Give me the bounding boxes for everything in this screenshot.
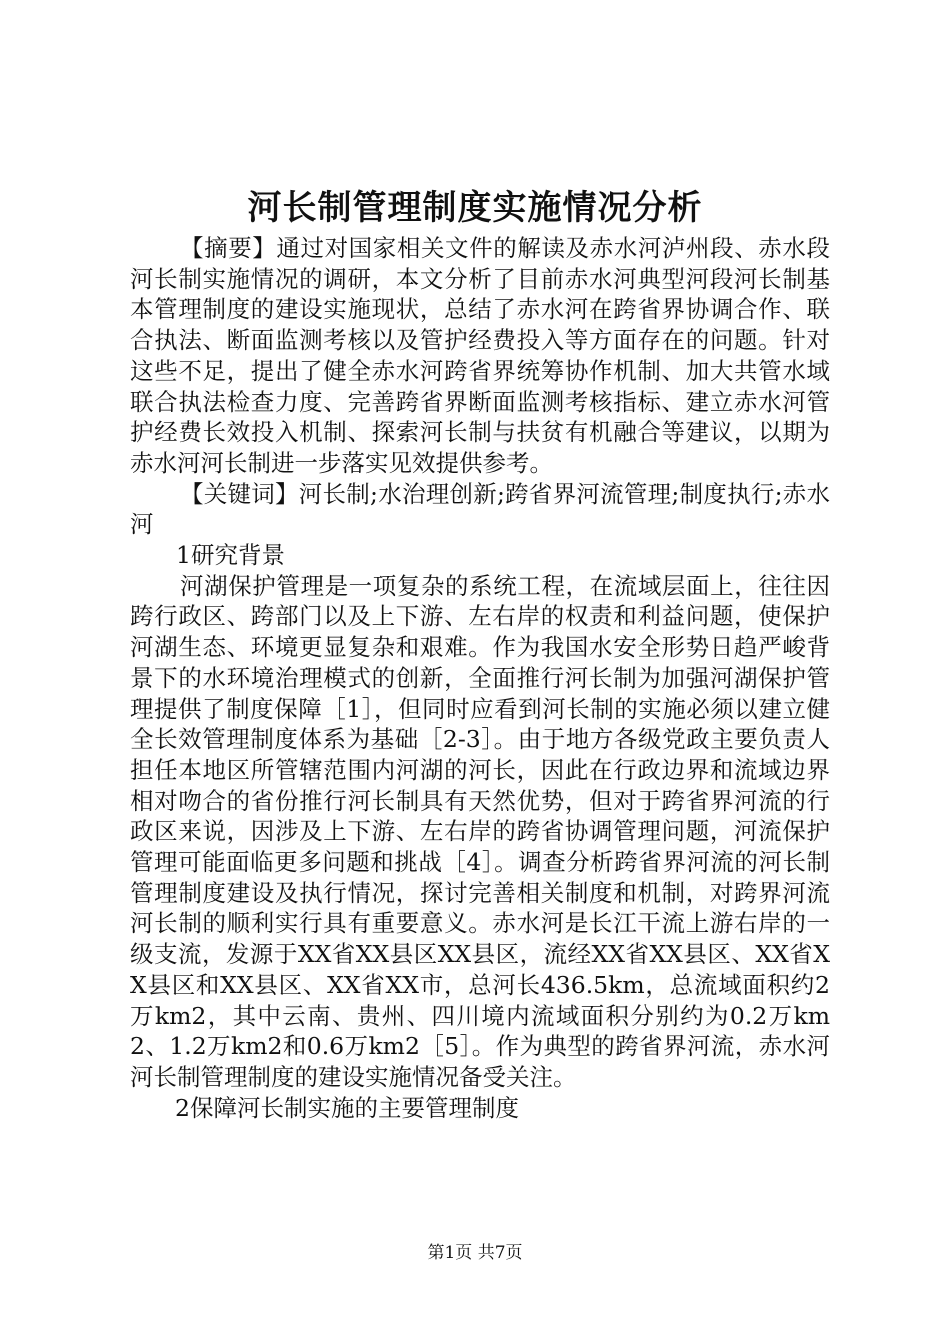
- section-heading-1: 1研究背景: [176, 541, 285, 570]
- section-1-paragraph: 河湖保护管理是一项复杂的系统工程，在流域层面上，往往因跨行政区、跨部门以及上下游、左右岸的权责和利益问题，使保护河湖生态、环境更显复杂和艰难。作为我国水安全形势日趋严峻背景下的水环境治理模式的创新，全面推行河长制为加强河湖保护管理提供了制度保障［1］，但同时应看到河长制的实施必须以建立健全长效管理制度体系为基础［2-3］。由于地方各级党政主要负责人担任本地区所管辖范围内河湖的河长，因此在行政边界和流域边界相对吻合的省份推行河长制具有天然优势，但对于跨省界河流的行政区来说，因涉及上下游、左右岸的跨省协调管理问题，河流保护管理可能面临更多问题和挑战［4］。调查分析跨省界河流的河长制管理制度建设及执行情况，探讨完善相关制度和机制，对跨界河流河长制的顺利实行具有重要意义。赤水河是长江干流上游右岸的一级支流，发源于XX省XX县区XX县区，流经XX省XX县区、XX省XX县区和XX县区、XX省XX市，总河长436.5km，总流域面积约2万km2，其中云南、贵州、四川境内流域面积分别约为0.2万km2、1.2万km2和0.6万km2［5］。作为典型的跨省界河流，赤水河河长制管理制度的建设实施情况备受关注。: [130, 571, 830, 1091]
- page-number-footer: 第1页 共7页: [427, 1243, 523, 1263]
- document-title: 河长制管理制度实施情况分析: [247, 188, 703, 228]
- section-heading-2: 2保障河长制实施的主要管理制度: [175, 1093, 519, 1122]
- abstract-paragraph: 【摘要】通过对国家相关文件的解读及赤水河泸州段、赤水段河长制实施情况的调研，本文分析了目前赤水河典型河段河长制基本管理制度的建设实施现状，总结了赤水河在跨省界协调合作、联合执法、断面监测考核以及管护经费投入等方面存在的问题。针对这些不足，提出了健全赤水河跨省界统筹协作机制、加大共管水域联合执法检查力度、完善跨省界断面监测考核指标、建立赤水河管护经费长效投入机制、探索河长制与扶贫有机融合等建议，以期为赤水河河长制进一步落实见效提供参考。: [130, 234, 830, 477]
- keywords-paragraph: 【关键词】河长制;水治理创新;跨省界河流管理;制度执行;赤水河: [130, 479, 830, 539]
- document-body: [130, 233, 830, 1123]
